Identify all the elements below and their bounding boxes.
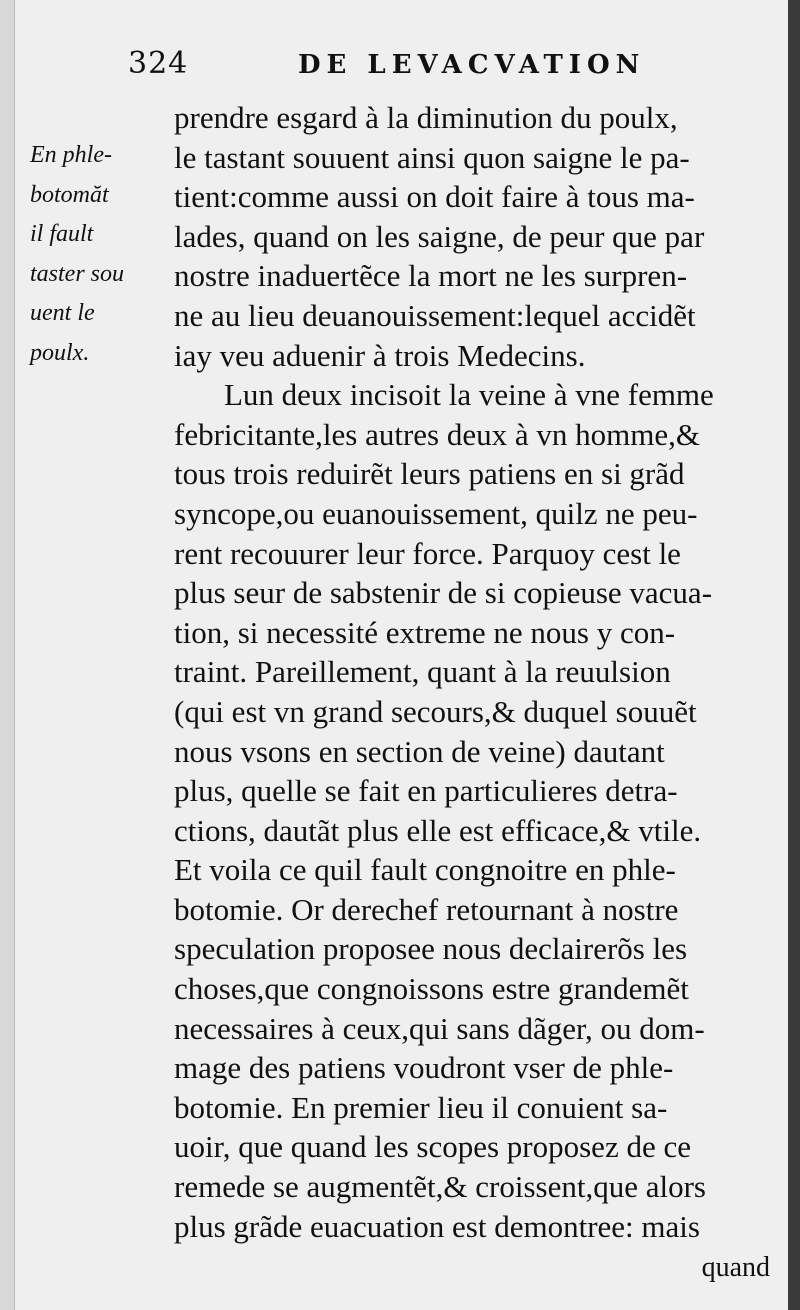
paragraph-start-line: Lun deux incisoit la veine à vne femme bbox=[224, 377, 714, 413]
text-line: tion, si necessité extreme ne nous y con- bbox=[174, 614, 676, 650]
margin-note bbox=[30, 136, 170, 373]
text-line: syncope,ou euanouissement, quilz ne peu- bbox=[174, 495, 698, 531]
text-line: Et voila ce quil fault congnoitre en phle- bbox=[174, 852, 676, 888]
text-line: lades, quand on les saigne, de peur que par bbox=[174, 218, 705, 254]
text-line: nostre inaduertẽce la mort ne les surpren- bbox=[174, 258, 688, 294]
body-text bbox=[174, 98, 774, 1246]
text-line: remede se augmentẽt,& croissent,que alors bbox=[174, 1169, 706, 1205]
text-line: plus, quelle se fait en particulieres detra- bbox=[174, 773, 678, 809]
text-line: uoir, que quand les scopes proposez de ce bbox=[174, 1129, 691, 1165]
page-edge-shadow bbox=[788, 0, 800, 1310]
text-line: necessaires à ceux,qui sans dãger, ou dom- bbox=[174, 1010, 705, 1046]
margin-note-line: En phle- bbox=[30, 142, 112, 168]
text-line: traint. Pareillement, quant à la reuulsion bbox=[174, 654, 671, 690]
running-head: DE LEVACVATION bbox=[298, 50, 646, 80]
margin-note-line: botomăt bbox=[30, 181, 109, 208]
text-line: botomie. Or derechef retournant à nostre bbox=[174, 891, 679, 927]
text-line: rent recouurer leur force. Parquoy cest le bbox=[174, 535, 681, 571]
text-line: febricitante,les autres deux à vn homme,& bbox=[174, 416, 700, 452]
text-line: plus seur de sabstenir de si copieuse vacua- bbox=[174, 575, 713, 611]
text-line: botomie. En premier lieu il conuient sa- bbox=[174, 1089, 668, 1125]
margin-note-line: poulx. bbox=[30, 339, 90, 366]
text-line: (qui est vn grand secours,& duquel souuẽt bbox=[174, 693, 697, 729]
margin-note-line: uent le bbox=[30, 300, 95, 326]
page-number: 324 bbox=[128, 46, 189, 81]
page-header bbox=[128, 46, 668, 94]
margin-note-line: il fault bbox=[30, 221, 94, 247]
catchword: quand bbox=[701, 1252, 770, 1283]
text-line: ctions, dautãt plus elle est efficace,& vtile. bbox=[174, 812, 702, 848]
text-line: tous trois reduirẽt leurs patiens en si grãd bbox=[174, 456, 685, 492]
text-line: speculation proposee nous declairerõs les bbox=[174, 931, 688, 967]
page-gutter bbox=[0, 0, 15, 1310]
text-line: prendre esgard à la diminution du poulx, bbox=[174, 100, 678, 135]
text-line: ne au lieu deuanouissement:lequel accidẽt bbox=[174, 297, 696, 333]
text-line: iay veu aduenir à trois Medecins. bbox=[174, 337, 586, 373]
text-line: choses,que congnoissons estre grandemẽt bbox=[174, 971, 689, 1007]
text-line: le tastant souuent ainsi quon saigne le pa- bbox=[174, 139, 690, 175]
text-line: nous vsons en section de veine) dautant bbox=[174, 733, 665, 769]
text-line: tient:comme aussi on doit faire à tous ma- bbox=[174, 179, 695, 215]
text-line: mage des patiens voudront vser de phle- bbox=[174, 1050, 674, 1086]
text-line: plus grãde euacuation est demontree: mais bbox=[174, 1208, 700, 1244]
margin-note-line: taster sou bbox=[30, 260, 125, 287]
